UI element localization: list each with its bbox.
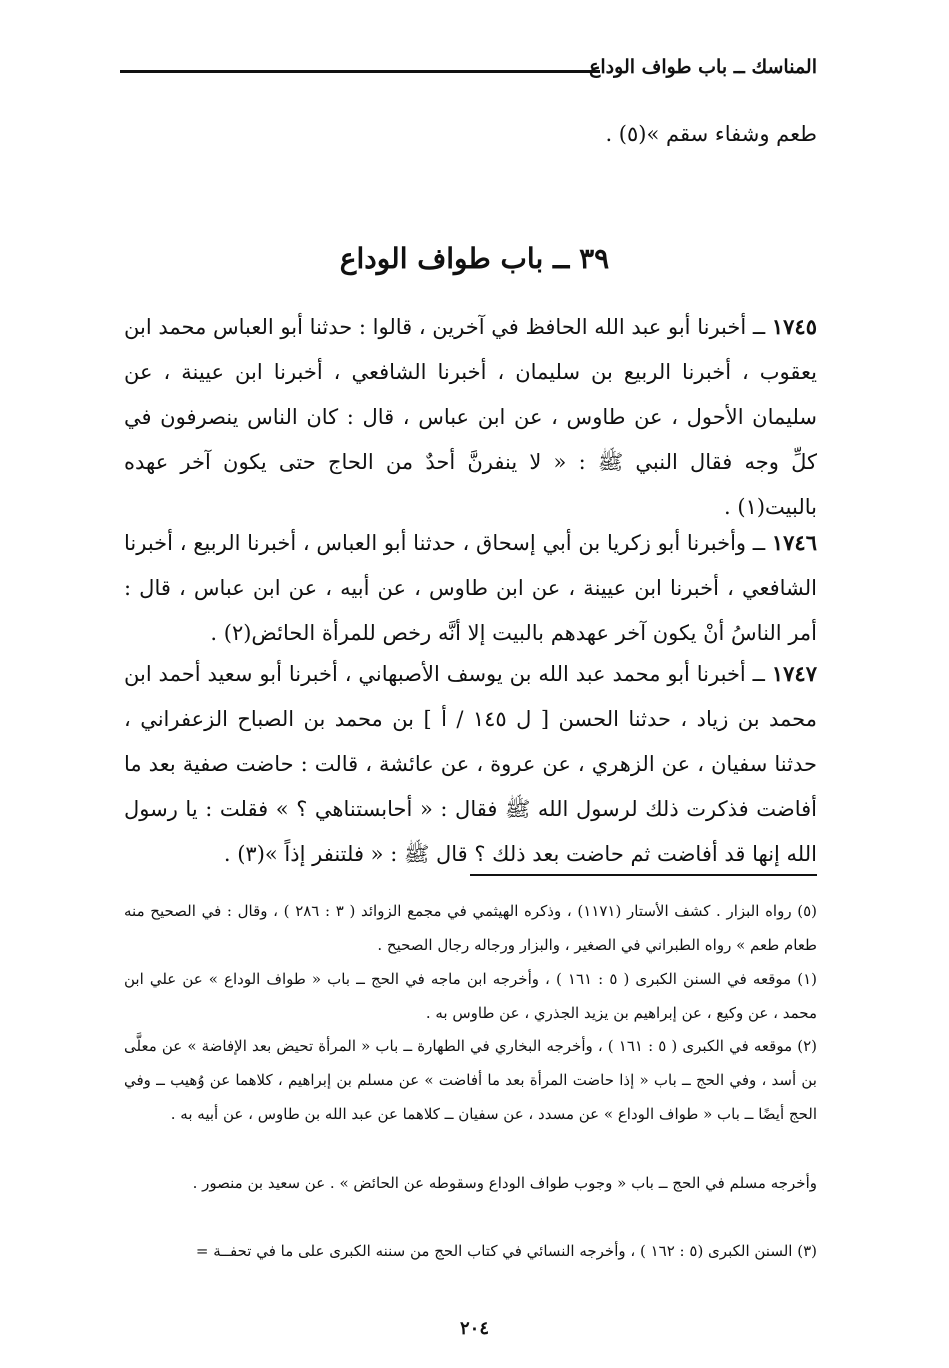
hadith-1746: [124, 520, 817, 656]
hadith-number: ١٧٤٧: [771, 661, 817, 686]
footnote-2: (٢) موقعه في الكبرى ( ٥ : ١٦١ ) ، وأخرجه البخاري في الطهارة ــ باب « المرأة تحيض بعد الإفاضة » عن معلَّى بن أسد ، وفي الحج ــ باب « إذا حاضت المرأة بعد ما أفاضت » عن مسلم بن إبراهيم ، كلاهما عن وُهيب ــ وفي الحج أيضًا ــ باب « طواف الوداع » عن مسدد ، عن سفيان ــ كلاهما عن عبد الله بن طاوس ، عن أبيه به .: [124, 1037, 817, 1123]
running-head: المناسك ــ باب طواف الوداع: [589, 56, 817, 78]
hadith-text: ــ أخبرنا أبو عبد الله الحافظ في آخرين ، قالوا : حدثنا أبو العباس محمد ابن يعقوب ، أخبرنا الربيع بن سليمان ، أخبرنا الشافعي ، أخبرنا ابن عيينة ، عن سليمان الأحول ، عن طاوس ، عن ابن عباس ، قال : كان الناس ينصرفون في كلِّ وجه فقال النبي ﷺ : « لا ينفرنَّ أحدٌ من الحاج حتى يكون آخر عهده بالبيت(١) .: [124, 315, 817, 519]
hadith-text: ــ وأخبرنا أبو زكريا بن أبي إسحاق ، حدثنا أبو العباس ، أخبرنا الربيع ، أخبرنا الشافعي ، أخبرنا ابن عيينة ، عن ابن طاوس ، عن أبيه ، عن ابن عباس ، قال : أمر الناسُ أنْ يكون آخر عهدهم بالبيت إلا أنَّه رخص للمرأة الحائض(٢) .: [124, 531, 817, 645]
chapter-title: ٣٩ ــ باب طواف الوداع: [339, 242, 610, 275]
page-number: ٢٠٤: [459, 1318, 489, 1339]
footnote-3: (٣) السنن الكبرى (٥ : ١٦٢ ) ، وأخرجه النسائي في كتاب الحج من سننه الكبرى على ما في تحفــة =: [195, 1242, 817, 1260]
footnote-2-continued: وأخرجه مسلم في الحج ــ باب « وجوب طواف الوداع وسقوطه عن الحائض » . عن سعيد بن منصور .: [192, 1174, 817, 1192]
hadith-number: ١٧٤٦: [771, 530, 817, 555]
header-rule: [120, 70, 600, 73]
hadith-text: ــ أخبرنا أبو محمد عبد الله بن يوسف الأصبهاني ، أخبرنا أبو سعيد أحمد ابن محمد بن زياد ، حدثنا الحسن [ ل ١٤٥ / أ ] بن محمد بن الصباح الزعفراني ، حدثنا سفيان ، عن الزهري ، عن عروة ، عن عائشة ، قالت : حاضت صفية بعد ما أفاضت فذكرت ذلك لرسول الله ﷺ فقال : « أحابستناهي ؟ » فقلت : يا رسول الله إنها قد أفاضت ثم حاضت بعد ذلك ؟ قال ﷺ : « فلتنفر إذاً »(٣) .: [124, 662, 817, 866]
footnote-5: (٥) رواه البزار . كشف الأستار (١١٧١) ، وذكره الهيثمي في مجمع الزوائد ( ٣ : ٢٨٦ ) ، وقال : في الصحيح منه طعام طعم » رواه الطبراني في الصغير ، والبزار ورجاله رجال الصحيح .: [124, 902, 818, 954]
carry-over-line: طعم وشفاء سقم »(٥) .: [605, 122, 817, 146]
hadith-1745: [124, 304, 817, 530]
hadith-number: ١٧٤٥: [771, 314, 817, 339]
footnote-1: (١) موقعه في السنن الكبرى ( ٥ : ١٦١ ) ، وأخرجه ابن ماجه في الحج ــ باب « طواف الوداع » عن علي ابن محمد ، عن وكيع ، عن إبراهيم بن يزيد الجذري ، عن طاوس به .: [124, 970, 817, 1022]
footnote-rule: [470, 874, 817, 876]
hadith-1747: [124, 651, 817, 877]
